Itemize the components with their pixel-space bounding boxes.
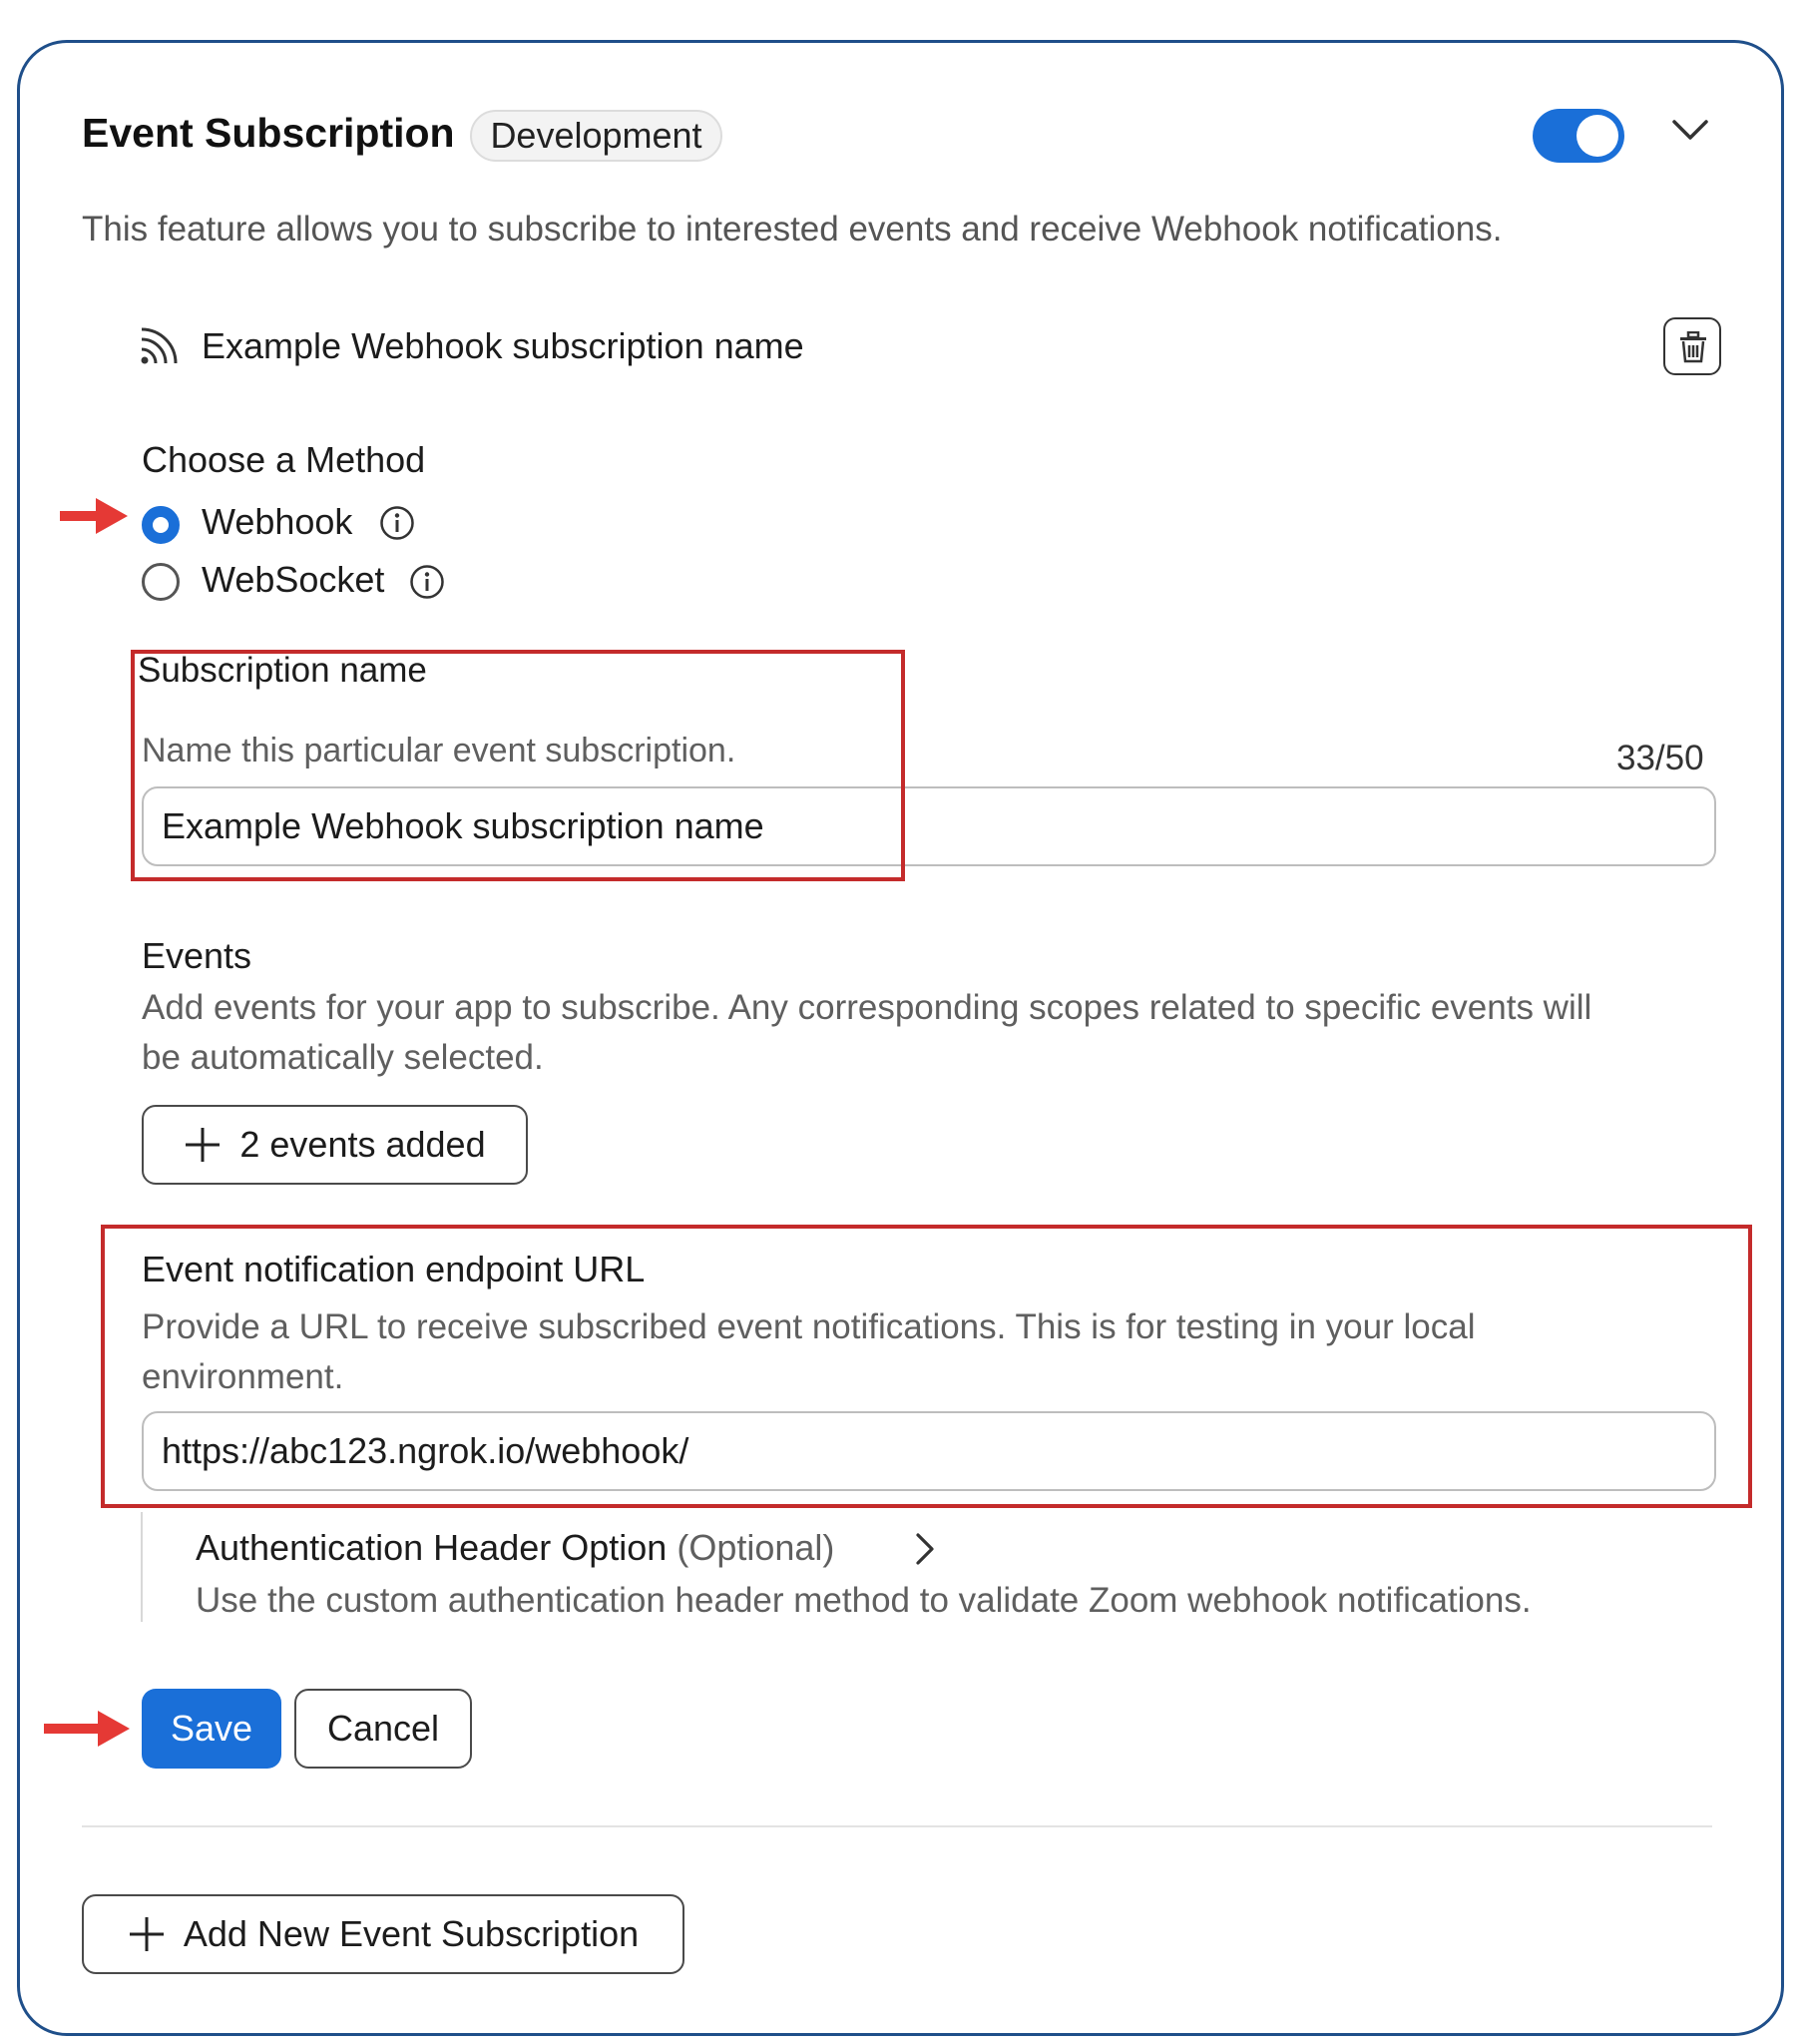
highlight-box [101, 1225, 1752, 1508]
plus-icon [184, 1126, 222, 1164]
auth-header-optional: (Optional) [677, 1527, 835, 1568]
add-new-event-subscription-button[interactable] [82, 1894, 684, 1974]
endpoint-url-input[interactable]: https://abc123.ngrok.io/webhook/ [142, 1411, 1716, 1491]
endpoint-help-line2: environment. [142, 1357, 344, 1396]
subscription-name-input[interactable]: Example Webhook subscription name [142, 786, 1716, 866]
annotation-arrow-icon [60, 496, 130, 536]
environment-badge: Development [470, 110, 722, 162]
cancel-button[interactable]: Cancel [294, 1689, 472, 1769]
radio-websocket[interactable] [142, 563, 180, 601]
chevron-down-icon[interactable] [1666, 112, 1714, 152]
section-description: This feature allows you to subscribe to interested events and receive Webhook notifications. [82, 210, 1503, 249]
character-counter: 33/50 [1616, 739, 1704, 777]
events-help-line1: Add events for your app to subscribe. Any corresponding scopes related to specific events will [142, 988, 1592, 1027]
radio-webhook-label[interactable]: Webhook [202, 501, 353, 542]
subscription-title: Example Webhook subscription name [202, 325, 804, 366]
trash-icon [1678, 331, 1708, 363]
add-events-label: 2 events added [239, 1124, 486, 1165]
highlight-box [131, 650, 905, 881]
section-divider [82, 1825, 1712, 1827]
subscription-name-help: Name this particular event subscription. [142, 732, 736, 769]
auth-option-divider [141, 1512, 143, 1622]
delete-subscription-button[interactable] [1663, 317, 1721, 375]
endpoint-label: Event notification endpoint URL [142, 1249, 646, 1289]
info-icon[interactable] [409, 564, 445, 600]
info-icon[interactable] [379, 505, 415, 541]
radio-websocket-label[interactable]: WebSocket [202, 559, 385, 600]
add-new-label: Add New Event Subscription [183, 1913, 640, 1954]
event-subscription-toggle[interactable] [1533, 109, 1624, 163]
chevron-right-icon[interactable] [910, 1529, 940, 1569]
events-help-line2: be automatically selected. [142, 1038, 544, 1077]
save-button[interactable]: Save [142, 1689, 281, 1769]
endpoint-help-line1: Provide a URL to receive subscribed event notifications. This is for testing in your local [142, 1307, 1476, 1346]
auth-header-help: Use the custom authentication header method to validate Zoom webhook notifications. [196, 1581, 1532, 1620]
plus-icon [128, 1915, 166, 1953]
auth-header-title: Authentication Header Option [196, 1527, 668, 1568]
auth-header-toggle[interactable] [196, 1527, 834, 1569]
events-label: Events [142, 935, 252, 976]
webhook-feed-icon [138, 321, 184, 367]
radio-webhook[interactable] [142, 506, 180, 544]
add-events-button[interactable] [142, 1105, 528, 1185]
toggle-knob [1577, 115, 1618, 157]
annotation-arrow-icon [44, 1709, 114, 1749]
subscription-name-label: Subscription name [138, 651, 427, 690]
section-title: Event Subscription [82, 110, 455, 156]
method-label: Choose a Method [142, 439, 426, 480]
